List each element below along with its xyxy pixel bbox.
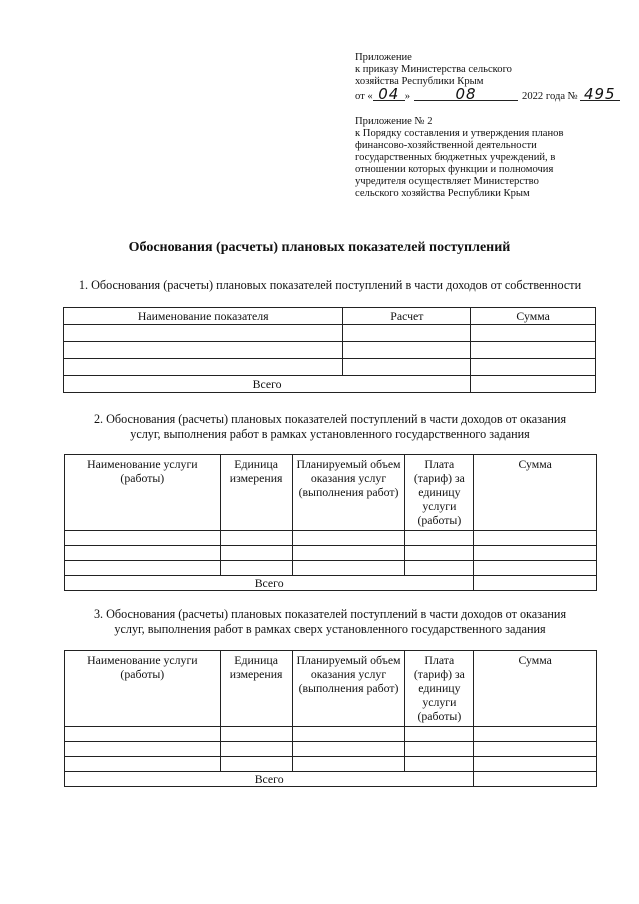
section-2-heading-line: 2. Обоснования (расчеты) плановых показателей поступлений в части доходов от оказания [93, 412, 567, 426]
document-title: Обоснования (расчеты) плановых показателей поступлений [128, 240, 511, 255]
total-row [65, 576, 597, 591]
column-header: Сумма [471, 308, 596, 325]
total-row [64, 376, 596, 393]
column-header: Расчет [343, 308, 471, 325]
section-1-heading: 1. Обоснования (расчеты) плановых показателей поступлений в части доходов от собственности [78, 278, 582, 292]
table-row [64, 359, 596, 376]
appendix-label: Приложение [355, 52, 412, 63]
column-header: Единица измерения [220, 651, 292, 727]
table-row [65, 546, 597, 561]
column-header: Сумма [474, 651, 597, 727]
order-date-line: от « 04 » 08 2022 года № 495 [355, 88, 620, 103]
appendix-2-line: государственных бюджетных учреждений, в [355, 152, 556, 163]
appendix-2-label: Приложение № 2 [355, 116, 433, 127]
column-header: Наименование показателя [64, 308, 343, 325]
table-row [65, 742, 597, 757]
table-row [64, 342, 596, 359]
column-header: Наименование услуги (работы) [65, 455, 221, 531]
column-header: Плата (тариф) за единицу услуги (работы) [405, 455, 474, 531]
appendix-2-line: отношении которых функции и полномочия [355, 164, 554, 175]
total-row [65, 772, 597, 787]
table-row [65, 561, 597, 576]
order-number: 495 [580, 88, 620, 101]
section-2-heading [40, 412, 620, 442]
section-3-heading-line: 3. Обоснования (расчеты) плановых показателей поступлений в части доходов от оказания [93, 607, 567, 621]
total-label: Всего [65, 576, 474, 591]
appendix-2-line: финансово-хозяйственной деятельности [355, 140, 537, 151]
appendix-2-line: учредителя осуществляет Министерство [355, 176, 539, 187]
section-3-heading [40, 607, 620, 637]
appendix-header [355, 52, 620, 103]
table-row [65, 531, 597, 546]
section-3-table [64, 650, 597, 787]
column-header: Наименование услуги (работы) [65, 651, 221, 727]
column-header: Планируемый объем оказания услуг (выполнения работ) [292, 651, 405, 727]
section-2-heading-line: услуг, выполнения работ в рамках установленного государственного задания [130, 427, 530, 441]
section-1-table [63, 307, 596, 393]
table-row [65, 757, 597, 772]
order-ref-line: к приказу Министерства сельского [355, 64, 512, 75]
appendix-2-line: к Порядку составления и утверждения планов [355, 128, 564, 139]
table-row [64, 325, 596, 342]
column-header: Сумма [474, 455, 597, 531]
table-row [65, 727, 597, 742]
order-month: 08 [414, 88, 518, 101]
column-header: Планируемый объем оказания услуг (выполнения работ) [292, 455, 405, 531]
section-3-heading-line: услуг, выполнения работ в рамках сверх установленного государственного задания [114, 622, 546, 636]
order-day: 04 [373, 88, 405, 101]
ministry-line: хозяйства Республики Крым [355, 76, 484, 87]
appendix-2-header [355, 116, 563, 200]
total-label: Всего [65, 772, 474, 787]
column-header: Единица измерения [220, 455, 292, 531]
section-2-table [64, 454, 597, 591]
appendix-2-line: сельского хозяйства Республики Крым [355, 188, 530, 199]
column-header: Плата (тариф) за единицу услуги (работы) [405, 651, 474, 727]
total-label: Всего [64, 376, 471, 393]
